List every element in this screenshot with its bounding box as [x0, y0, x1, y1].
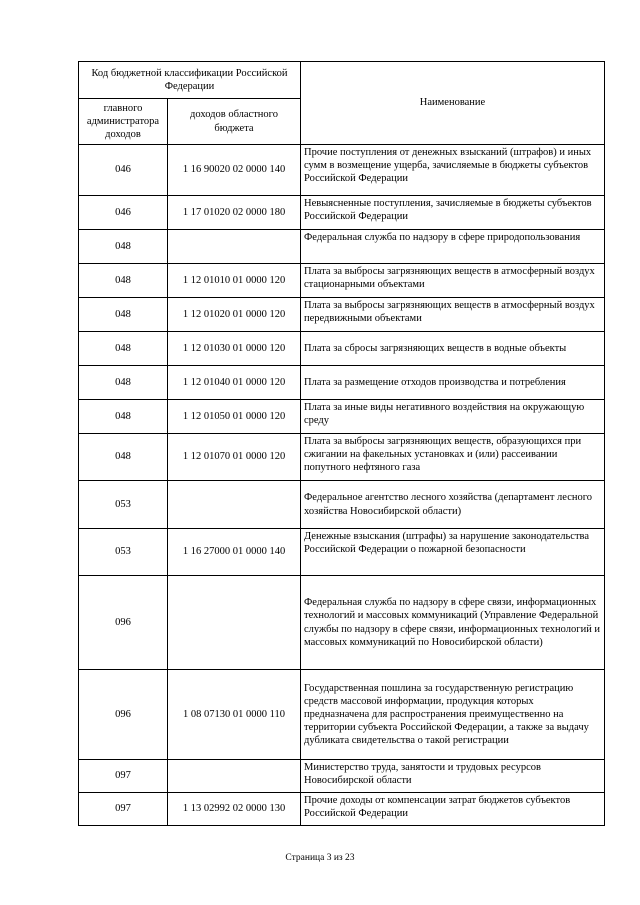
- row-income-code: [168, 760, 301, 793]
- row-income-code: 1 16 90020 02 0000 140: [168, 145, 301, 196]
- table-row-section-header: [79, 230, 605, 264]
- row-name: Невыясненные поступления, зачисляемые в бюджеты субъектов Российской Федерации: [301, 196, 605, 230]
- table-row: [79, 529, 605, 576]
- page-number: Страница 3 из 23: [285, 853, 355, 863]
- row-name: Плата за сбросы загрязняющих веществ в водные объекты: [301, 332, 605, 366]
- table-row: [79, 145, 605, 196]
- header-budget-code-group: Код бюджетной классификации Российской Федерации: [79, 62, 301, 99]
- row-income-code: 1 12 01030 01 0000 120: [168, 332, 301, 366]
- row-income-code: [168, 576, 301, 670]
- row-admin-code: 046: [79, 145, 168, 196]
- row-name: Плата за выбросы загрязняющих веществ в атмосферный воздух стационарными объектами: [301, 264, 605, 298]
- row-admin-code: 097: [79, 760, 168, 793]
- row-admin-code: 096: [79, 576, 168, 670]
- row-name: Федеральная служба по надзору в сфере связи, информационных технологий и массовых коммуникаций (Управление Федеральной службы по надзору в сфере связи, информационных технологий и массовых коммуникаций по Новосибирской области): [301, 576, 605, 670]
- header-name: Наименование: [301, 62, 605, 145]
- row-income-code: 1 12 01010 01 0000 120: [168, 264, 301, 298]
- row-admin-code: 048: [79, 400, 168, 434]
- row-income-code: 1 13 02992 02 0000 130: [168, 793, 301, 826]
- row-name: Денежные взыскания (штрафы) за нарушение законодательства Российской Федерации о пожарной безопасности: [301, 529, 605, 576]
- table-row: [79, 264, 605, 298]
- header-chief-administrator: главного администратора доходов: [79, 99, 168, 145]
- row-name: Плата за выбросы загрязняющих веществ, образующихся при сжигании на факельных установках и (или) рассеивании попутного нефтяного газа: [301, 434, 605, 481]
- table-row: [79, 298, 605, 332]
- table-row: [79, 196, 605, 230]
- table-row: [79, 400, 605, 434]
- row-name: Плата за иные виды негативного воздействия на окружающую среду: [301, 400, 605, 434]
- row-name: Государственная пошлина за государственную регистрацию средств массовой информации, продукция которых предназначена для распространения преимущественно на территории субъекта Российской Федерации, а также за выдачу дубликата свидетельства о такой регистрации: [301, 670, 605, 760]
- row-admin-code: 048: [79, 332, 168, 366]
- table-row: [79, 332, 605, 366]
- row-income-code: 1 12 01040 01 0000 120: [168, 366, 301, 400]
- row-income-code: 1 12 01020 01 0000 120: [168, 298, 301, 332]
- row-income-code: 1 12 01050 01 0000 120: [168, 400, 301, 434]
- table-header-row: [79, 62, 605, 99]
- row-income-code: [168, 230, 301, 264]
- table-row-section-header: [79, 760, 605, 793]
- row-admin-code: 046: [79, 196, 168, 230]
- row-income-code: 1 12 01070 01 0000 120: [168, 434, 301, 481]
- row-admin-code: 048: [79, 230, 168, 264]
- row-income-code: [168, 481, 301, 529]
- row-name: Плата за выбросы загрязняющих веществ в атмосферный воздух передвижными объектами: [301, 298, 605, 332]
- row-admin-code: 048: [79, 298, 168, 332]
- row-admin-code: 097: [79, 793, 168, 826]
- row-name: Прочие поступления от денежных взысканий (штрафов) и иных сумм в возмещение ущерба, зачисляемые в бюджеты субъектов Российской Федерации: [301, 145, 605, 196]
- row-name: Федеральное агентство лесного хозяйства (департамент лесного хозяйства Новосибирской области): [301, 481, 605, 529]
- budget-classification-table: [78, 61, 605, 826]
- table-row: [79, 434, 605, 481]
- row-admin-code: 053: [79, 529, 168, 576]
- table-row: [79, 670, 605, 760]
- table-row: [79, 793, 605, 826]
- table-row-section-header: [79, 481, 605, 529]
- table-row-section-header: [79, 576, 605, 670]
- row-name: Прочие доходы от компенсации затрат бюджетов субъектов Российской Федерации: [301, 793, 605, 826]
- row-admin-code: 048: [79, 264, 168, 298]
- row-name: Плата за размещение отходов производства и потребления: [301, 366, 605, 400]
- table-row: [79, 366, 605, 400]
- header-regional-income: доходов областного бюджета: [168, 99, 301, 145]
- row-admin-code: 048: [79, 366, 168, 400]
- row-admin-code: 053: [79, 481, 168, 529]
- row-income-code: 1 16 27000 01 0000 140: [168, 529, 301, 576]
- row-admin-code: 048: [79, 434, 168, 481]
- row-admin-code: 096: [79, 670, 168, 760]
- row-income-code: 1 08 07130 01 0000 110: [168, 670, 301, 760]
- row-name: Федеральная служба по надзору в сфере природопользования: [301, 230, 605, 264]
- row-name: Министерство труда, занятости и трудовых ресурсов Новосибирской области: [301, 760, 605, 793]
- row-income-code: 1 17 01020 02 0000 180: [168, 196, 301, 230]
